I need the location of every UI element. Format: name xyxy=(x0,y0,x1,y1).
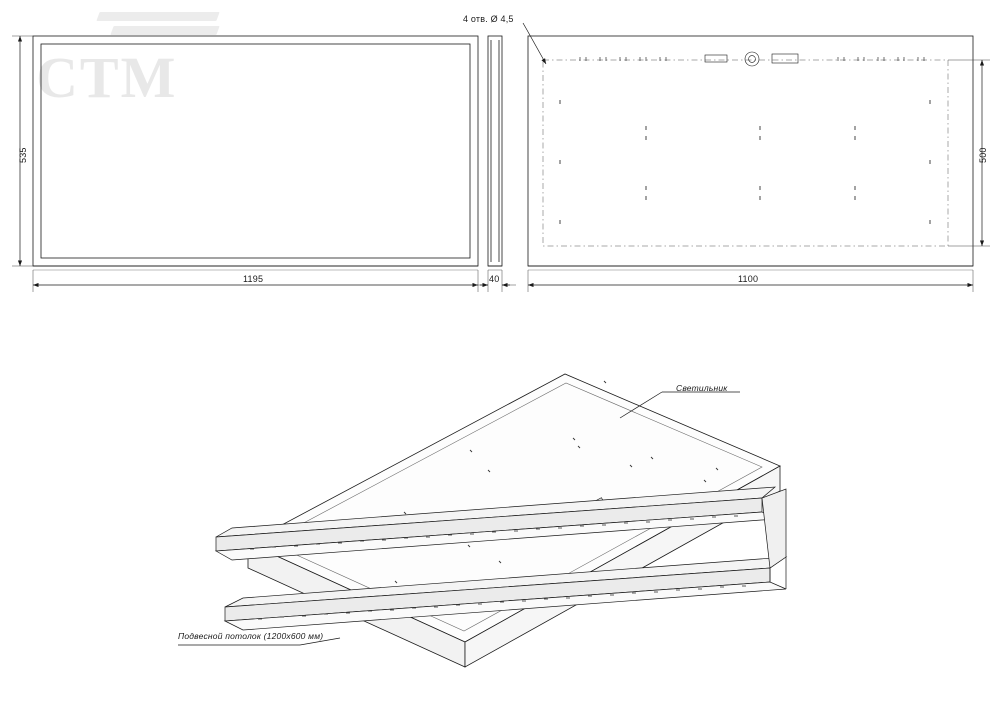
front-view-outline xyxy=(33,36,478,270)
dim-back-height: 500 xyxy=(978,147,988,163)
holes-note-label: 4 отв. Ø 4,5 xyxy=(463,14,514,24)
luminaire-callout-label: Светильник xyxy=(676,383,728,393)
ceiling-callout-label: Подвесной потолок (1200x600 мм) xyxy=(178,631,324,641)
holes-leader xyxy=(523,23,546,64)
watermark-text: CTM xyxy=(36,45,178,110)
dim-back-width: 1100 xyxy=(738,274,759,284)
back-view-mounting-outline xyxy=(543,60,948,246)
isometric-view xyxy=(178,374,786,667)
dim-side-thickness: 40 xyxy=(489,274,500,284)
side-view-outline xyxy=(488,36,502,270)
back-view-fasteners xyxy=(560,57,930,224)
dim-front-height: 535 xyxy=(18,147,28,163)
back-view-outline xyxy=(528,36,973,270)
back-view-components xyxy=(705,52,798,66)
dim-front-width: 1195 xyxy=(243,274,264,284)
